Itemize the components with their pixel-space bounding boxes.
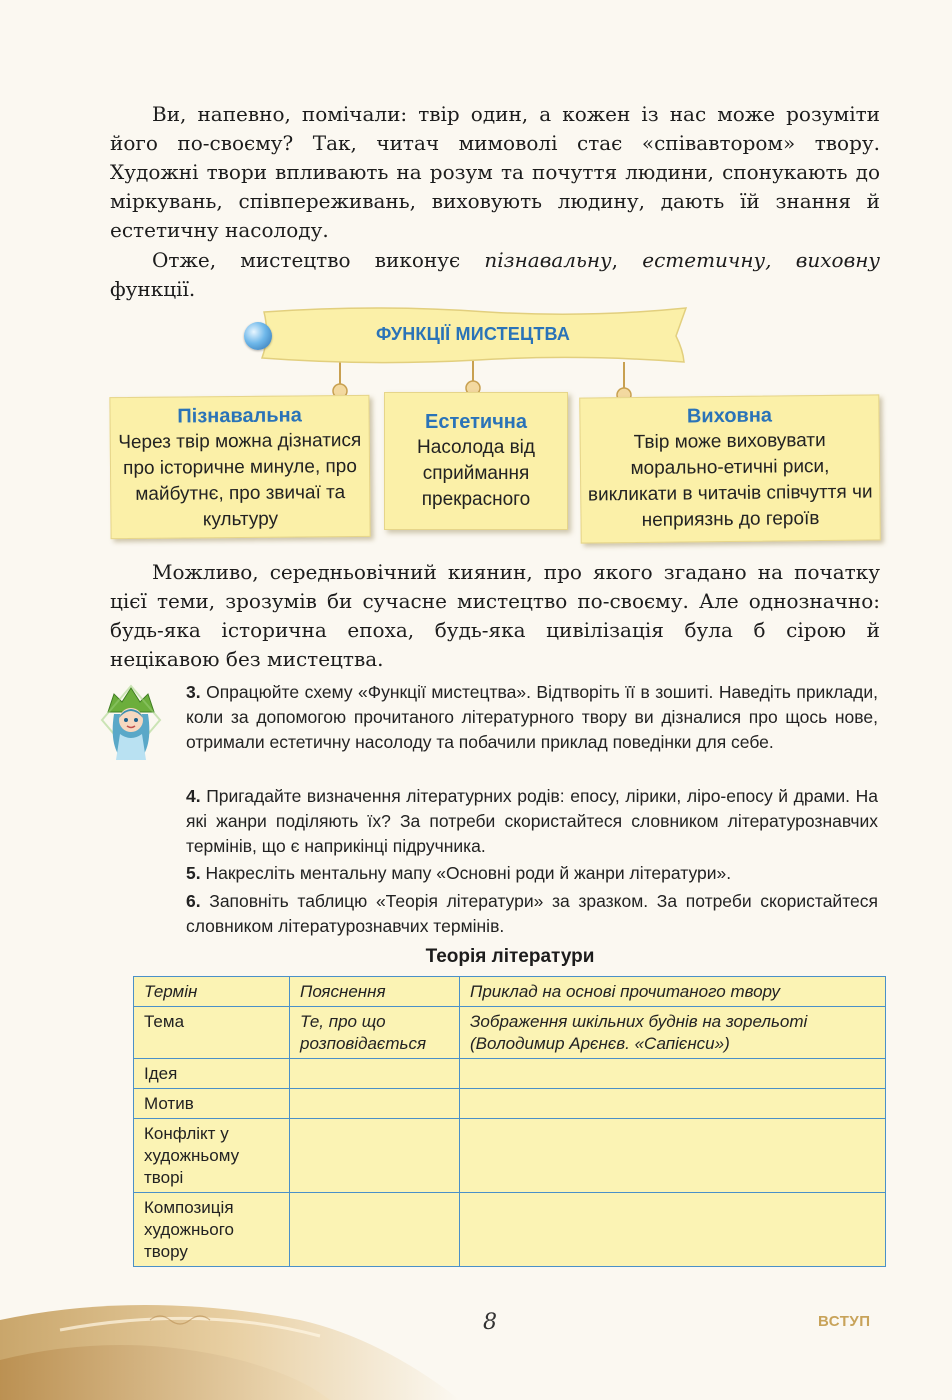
function-box-title: Виховна: [686, 404, 773, 428]
table-cell: Конфлікт у художньому творі: [134, 1119, 290, 1193]
table-cell: [290, 1193, 460, 1267]
table-cell: [460, 1089, 886, 1119]
paragraph-3: Можливо, середньовічний киянин, про якого згадано на початку цієї теми, зрозумів би сучасне мистецтво по-своєму. Але однозначно: будь-яка історична епоха, будь-яка цивілізація була б сірою й нецікавою без мистецтва.: [110, 560, 880, 671]
intro-paragraph-1: Ви, напевно, помічали: твір один, а кожен із нас може розуміти його по-своєму? Так, читач мимоволі стає «співавтором» твору. Художні твори впливають на розум та почуття людини, спонукають до міркувань, співпереживань, виховують людину, дають їй знання й естетичну насолоду.: [110, 102, 880, 242]
table-cell: Мотив: [134, 1089, 290, 1119]
function-box-text: Через твір можна дізнатися про історичне минуле, про майбутнє, про звичаї та культуру: [118, 429, 362, 531]
girl-character-icon: [100, 684, 162, 764]
function-box-title: Естетична: [424, 411, 528, 433]
table-cell: Ідея: [134, 1059, 290, 1089]
table-cell: [460, 1059, 886, 1089]
table-cell: [290, 1119, 460, 1193]
diagram-title: ФУНКЦІЇ МИСТЕЦТВА: [375, 324, 571, 344]
table-cell: [460, 1119, 886, 1193]
section-label: ВСТУП: [818, 1313, 871, 1330]
task-4: 4. Пригадайте визначення літературних родів: епосу, лірики, ліро-епосу й драми. На які жанри поділяють їх? За потреби скористайтеся словником літературознавчих термінів, що є наприкінці підручника.: [186, 786, 878, 856]
table-cell: [290, 1059, 460, 1089]
diagram-banner: [258, 306, 688, 366]
table-header-row: [134, 977, 886, 1007]
footer-decoration: [0, 1290, 952, 1400]
table-header-cell: Пояснення: [290, 977, 460, 1007]
task-3: 3. Опрацюйте схему «Функції мистецтва». Відтворіть її в зошиті. Наведіть приклади, коли за допомогою прочитаного літературного твору ви дізналися про щось нове, отримали естетичну насолоду та побачили приклад поведінки для себе.: [186, 682, 878, 752]
intro-paragraph-2: Отже, мистецтво виконує пізнавальну, естетичну, виховну функції.: [110, 248, 880, 301]
function-box-cognitive: [109, 395, 370, 539]
table-header-cell: Приклад на основі прочитаного твору: [460, 977, 886, 1007]
table-cell: Композиція художнього твору: [134, 1193, 290, 1267]
theory-table: [133, 976, 886, 1267]
table-row: [134, 1059, 886, 1089]
table-cell: Тема: [134, 1007, 290, 1059]
function-box-title: Пізнавальна: [177, 404, 302, 428]
bullet-orb-icon: [244, 322, 272, 350]
table-cell: [460, 1193, 886, 1267]
function-box-text: Насолода від сприймання прекрасного: [417, 437, 535, 510]
page-number: 8: [483, 1310, 497, 1335]
function-box-text: Твір може виховувати морально-етичні риси, викликати в читачів співчуття чи неприязнь до героїв: [587, 429, 873, 531]
task-6: 6. Заповніть таблицю «Теорія літератури» за зразком. За потреби скористайтеся словником літературознавчих термінів.: [186, 891, 878, 936]
table-row: [134, 1193, 886, 1267]
table-header-cell: Термін: [134, 977, 290, 1007]
table-cell: [290, 1089, 460, 1119]
table-row: [134, 1007, 886, 1059]
table-title: Теорія літератури: [425, 946, 595, 967]
table-cell: Те, про що розповідається: [290, 1007, 460, 1059]
task-5: 5. Накресліть ментальну мапу «Основні роди й жанри літератури».: [186, 863, 732, 883]
function-box-educational: [579, 394, 881, 543]
table-row: [134, 1119, 886, 1193]
table-row: [134, 1089, 886, 1119]
table-cell: Зображення шкільних буднів на зорельоті (Володимир Арєнєв. «Сапієнси»): [460, 1007, 886, 1059]
function-box-aesthetic: [384, 392, 568, 530]
